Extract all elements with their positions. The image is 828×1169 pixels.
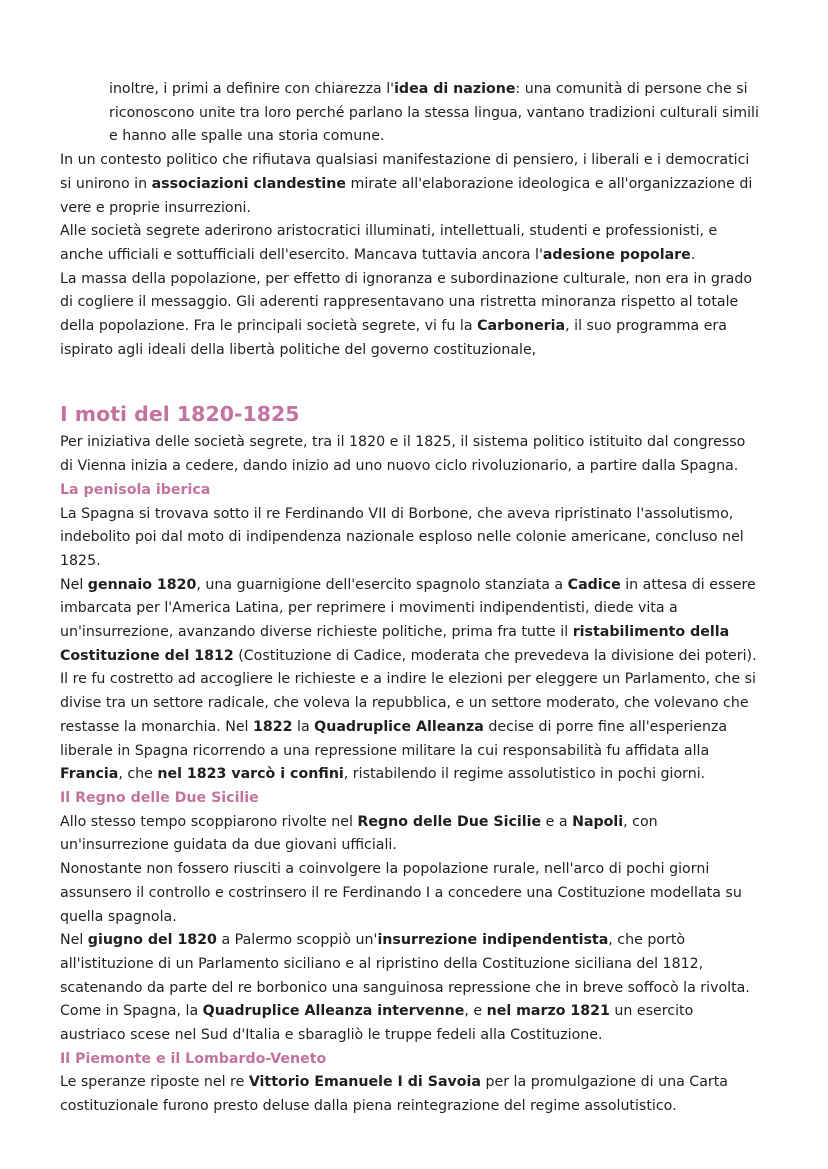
document-page [60, 78, 760, 1119]
paragraph-vittorio-emanuele: Le speranze riposte nel re Vittorio Emanuele I di Savoia per la promulgazione di una Carta costituzionale furono presto deluse dalla piena reintegrazione del regime assolutistico. [60, 1074, 728, 1115]
paragraph-costituzione-napoli: Nonostante non fossero riusciti a coinvolgere la popolazione rurale, nell'arco di pochi giorni assunsero il controllo e costrinsero il re Ferdinando I a concedere una Costituzione modellata su quella spagnola. [60, 861, 742, 925]
paragraph-societa-segrete: Alle società segrete aderirono aristocratici illuminati, intellettuali, studenti e professionisti, e anche ufficiali e sottufficiali dell'esercito. Mancava tuttavia ancora l'adesione popolare. [60, 223, 718, 263]
paragraph-associazioni: In un contesto politico che rifiutava qualsiasi manifestazione di pensiero, i liberali e i democratici si unirono in associazioni clandestine mirate all'elaborazione ideologica e all'organizzazione di vere e proprie insurrezioni. [60, 152, 753, 216]
paragraph-carboneria: La massa della popolazione, per effetto di ignoranza e subordinazione culturale, non era in grado di cogliere il messaggio. Gli aderenti rappresentavano una ristretta minoranza rispetto al totale della popolazione. Fra le principali società segrete, vi fu la Carboneria, il suo programma era ispirato agli ideali della libertà politiche del governo costituzionale, [60, 270, 753, 358]
paragraph-rivolte-napoli: Allo stesso tempo scoppiarono rivolte nel Regno delle Due Sicilie e a Napoli, con un'insurrezione guidata da due giovani ufficiali. [60, 813, 658, 854]
paragraph-gennaio-1820: Nel gennaio 1820, una guarnigione dell'esercito spagnolo stanziata a Cadice in attesa di essere imbarcata per l'America Latina, per reprimere i movimenti indipendentisti, diede vita a un'insurrezione, avanzando diverse richieste politiche, prima fra tutte il ristabilimento della Costituzione del 1812 (Costituzione di Cadice, moderata che prevedeva la divisione dei poteri). [60, 576, 757, 664]
paragraph-palermo-1820: Nel giugno del 1820 a Palermo scoppiò un'insurrezione indipendentista, che portò all'istituzione di un Parlamento siciliano e al ripristino della Costituzione siciliana del 1812, scatenando da parte del re borbonico una sanguinosa repressione che in breve soffocò la rivolta. Come in Spagna, la Quadruplice Alleanza intervenne, e nel marzo 1821 un esercito austriaco scese nel Sud d'Italia e sbaragliò le truppe fedeli alla Costituzione. [60, 932, 750, 1044]
paragraph-spagna-ferdinando: La Spagna si trovava sotto il re Ferdinando VII di Borbone, che aveva ripristinato l'assolutismo, indebolito poi dal moto di indipendenza nazionale esploso nelle colonie americane, concluso nel 1825. [60, 505, 744, 569]
paragraph-parlamento-spagna: Il re fu costretto ad accogliere le richieste e a indire le elezioni per eleggere un Parlamento, che si divise tra un settore radicale, che voleva la repubblica, e un settore moderato, che volevano che restasse la monarchia. Nel 1822 la Quadruplice Alleanza decise di porre fine all'esperienza liberale in Spagna ricorrendo a una repressione militare la cui responsabilità fu affidata alla Francia, che nel 1823 varcò i confini, ristabilendo il regime assolutistico in pochi giorni. [60, 671, 756, 783]
paragraph-idea-nazione: inoltre, i primi a definire con chiarezza l'idea di nazione: una comunità di persone che si riconoscono unite tra loro perché parlano la stessa lingua, vantano tradizioni culturali simili e hanno alle spalle una storia comune. [109, 81, 759, 145]
subheading-due-sicilie: Il Regno delle Due Sicilie [60, 789, 259, 806]
subheading-piemonte: Il Piemonte e il Lombardo-Veneto [60, 1050, 327, 1067]
section-intro: Per iniziativa delle società segrete, tra il 1820 e il 1825, il sistema politico istituito dal congresso di Vienna inizia a cedere, dando inizio ad uno nuovo ciclo rivoluzionario, a partire dalla Spagna. [60, 434, 746, 475]
section-title: I moti del 1820-1825 [60, 402, 300, 427]
subheading-penisola-iberica: La penisola iberica [60, 481, 211, 498]
